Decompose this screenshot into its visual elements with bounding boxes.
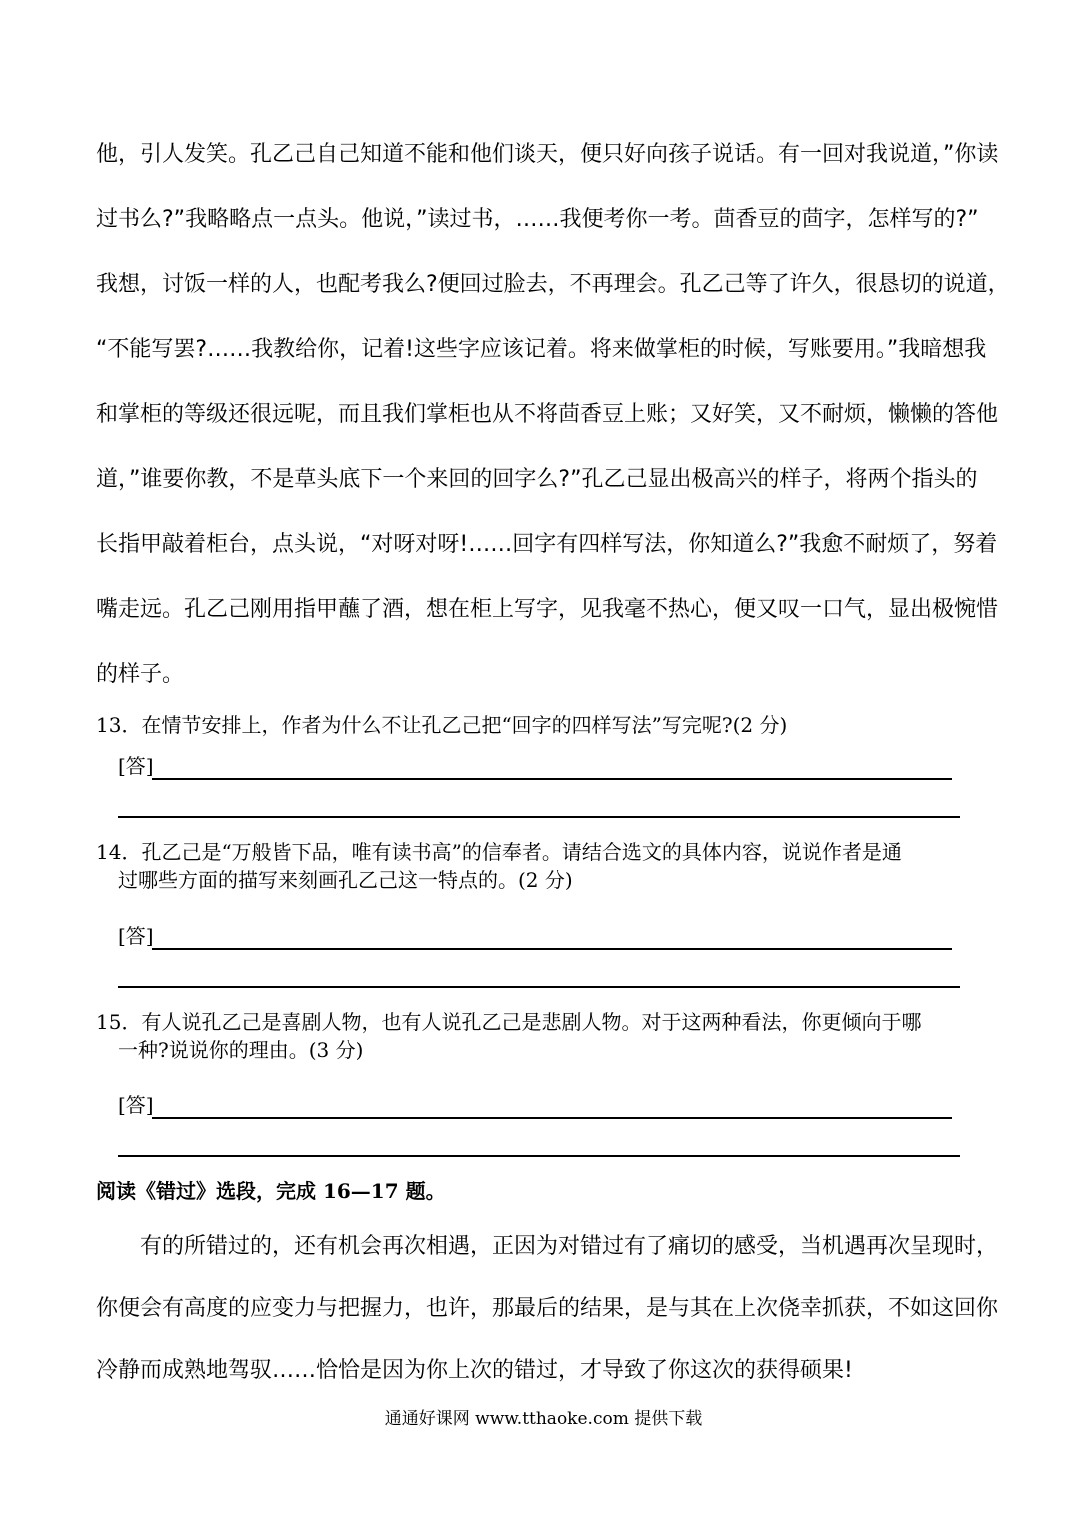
answer-label: [答] xyxy=(118,754,154,778)
question-text: 13．在情节安排上，作者为什么不让孔乙己把“回字的四样写法”写完呢?(2 分) xyxy=(96,713,788,737)
answer-label: [答] xyxy=(118,1093,154,1117)
answer-label: [答] xyxy=(118,924,154,948)
answer-rule xyxy=(152,778,952,780)
question-14 xyxy=(96,838,996,894)
passage-line: 道，”谁要你教，不是草头底下一个来回的回字么?”孔乙己显出极高兴的样子，将两个指头的 xyxy=(96,467,978,492)
question-15 xyxy=(96,1008,996,1064)
question-text-cont: 一种?说说你的理由。(3 分) xyxy=(118,1038,364,1062)
question-text: 14．孔乙己是“万般皆下品，唯有读书高”的信奉者。请结合选文的具体内容，说说作者是通 xyxy=(96,840,902,864)
question-text: 15．有人说孔乙己是喜剧人物，也有人说孔乙己是悲剧人物。对于这两种看法，你更倾向于哪 xyxy=(96,1010,922,1034)
answer-blank-line[interactable] xyxy=(118,816,960,818)
answer-line-13[interactable] xyxy=(118,752,958,782)
section-heading: 阅读《错过》选段，完成 16—17 题。 xyxy=(96,1179,446,1203)
passage-line: 和掌柜的等级还很远呢，而且我们掌柜也从不将茴香豆上账；又好笑，又不耐烦，懒懒的答他 xyxy=(96,402,999,427)
passage-line: 我想，讨饭一样的人，也配考我么?便回过脸去，不再理会。孔乙己等了许久，很恳切的说道， xyxy=(96,272,1010,297)
page-footer: 通通好课网 www.tthaoke.com 提供下载 xyxy=(384,1409,703,1429)
passage-line: 他，引人发笑。孔乙己自己知道不能和他们谈天，便只好向孩子说话。有一回对我说道，”你读 xyxy=(96,142,999,167)
passage-line: 长指甲敲着柜台，点头说，“对呀对呀!……回字有四样写法，你知道么?”我愈不耐烦了，努着 xyxy=(96,532,998,557)
answer-rule xyxy=(152,948,952,950)
passage-line: 过书么?”我略略点一点头。他说，”读过书，……我便考你一考。茴香豆的茴字，怎样写的?” xyxy=(96,207,979,232)
answer-line-14[interactable] xyxy=(118,922,958,952)
answer-rule xyxy=(152,1117,952,1119)
question-13 xyxy=(96,711,996,739)
answer-line-15[interactable] xyxy=(118,1091,958,1121)
passage-line: 嘴走远。孔乙己刚用指甲蘸了酒，想在柜上写字，见我毫不热心，便又叹一口气，显出极惋惜 xyxy=(96,597,999,622)
passage-line: “不能写罢?……我教给你，记着!这些字应该记着。将来做掌柜的时候，写账要用。”我暗想我 xyxy=(96,337,987,362)
passage-line: 冷静而成熟地驾驭……恰恰是因为你上次的错过，才导致了你这次的获得硕果! xyxy=(96,1358,853,1383)
question-text-cont: 过哪些方面的描写来刻画孔乙己这一特点的。(2 分) xyxy=(118,868,573,892)
passage-line: 有的所错过的，还有机会再次相遇，正因为对错过有了痛切的感受，当机遇再次呈现时， xyxy=(140,1234,999,1259)
passage-line: 你便会有高度的应变力与把握力，也许，那最后的结果，是与其在上次侥幸抓获，不如这回你 xyxy=(96,1296,999,1321)
passage-line: 的样子。 xyxy=(96,662,185,687)
answer-blank-line[interactable] xyxy=(118,986,960,988)
answer-blank-line[interactable] xyxy=(118,1155,960,1157)
